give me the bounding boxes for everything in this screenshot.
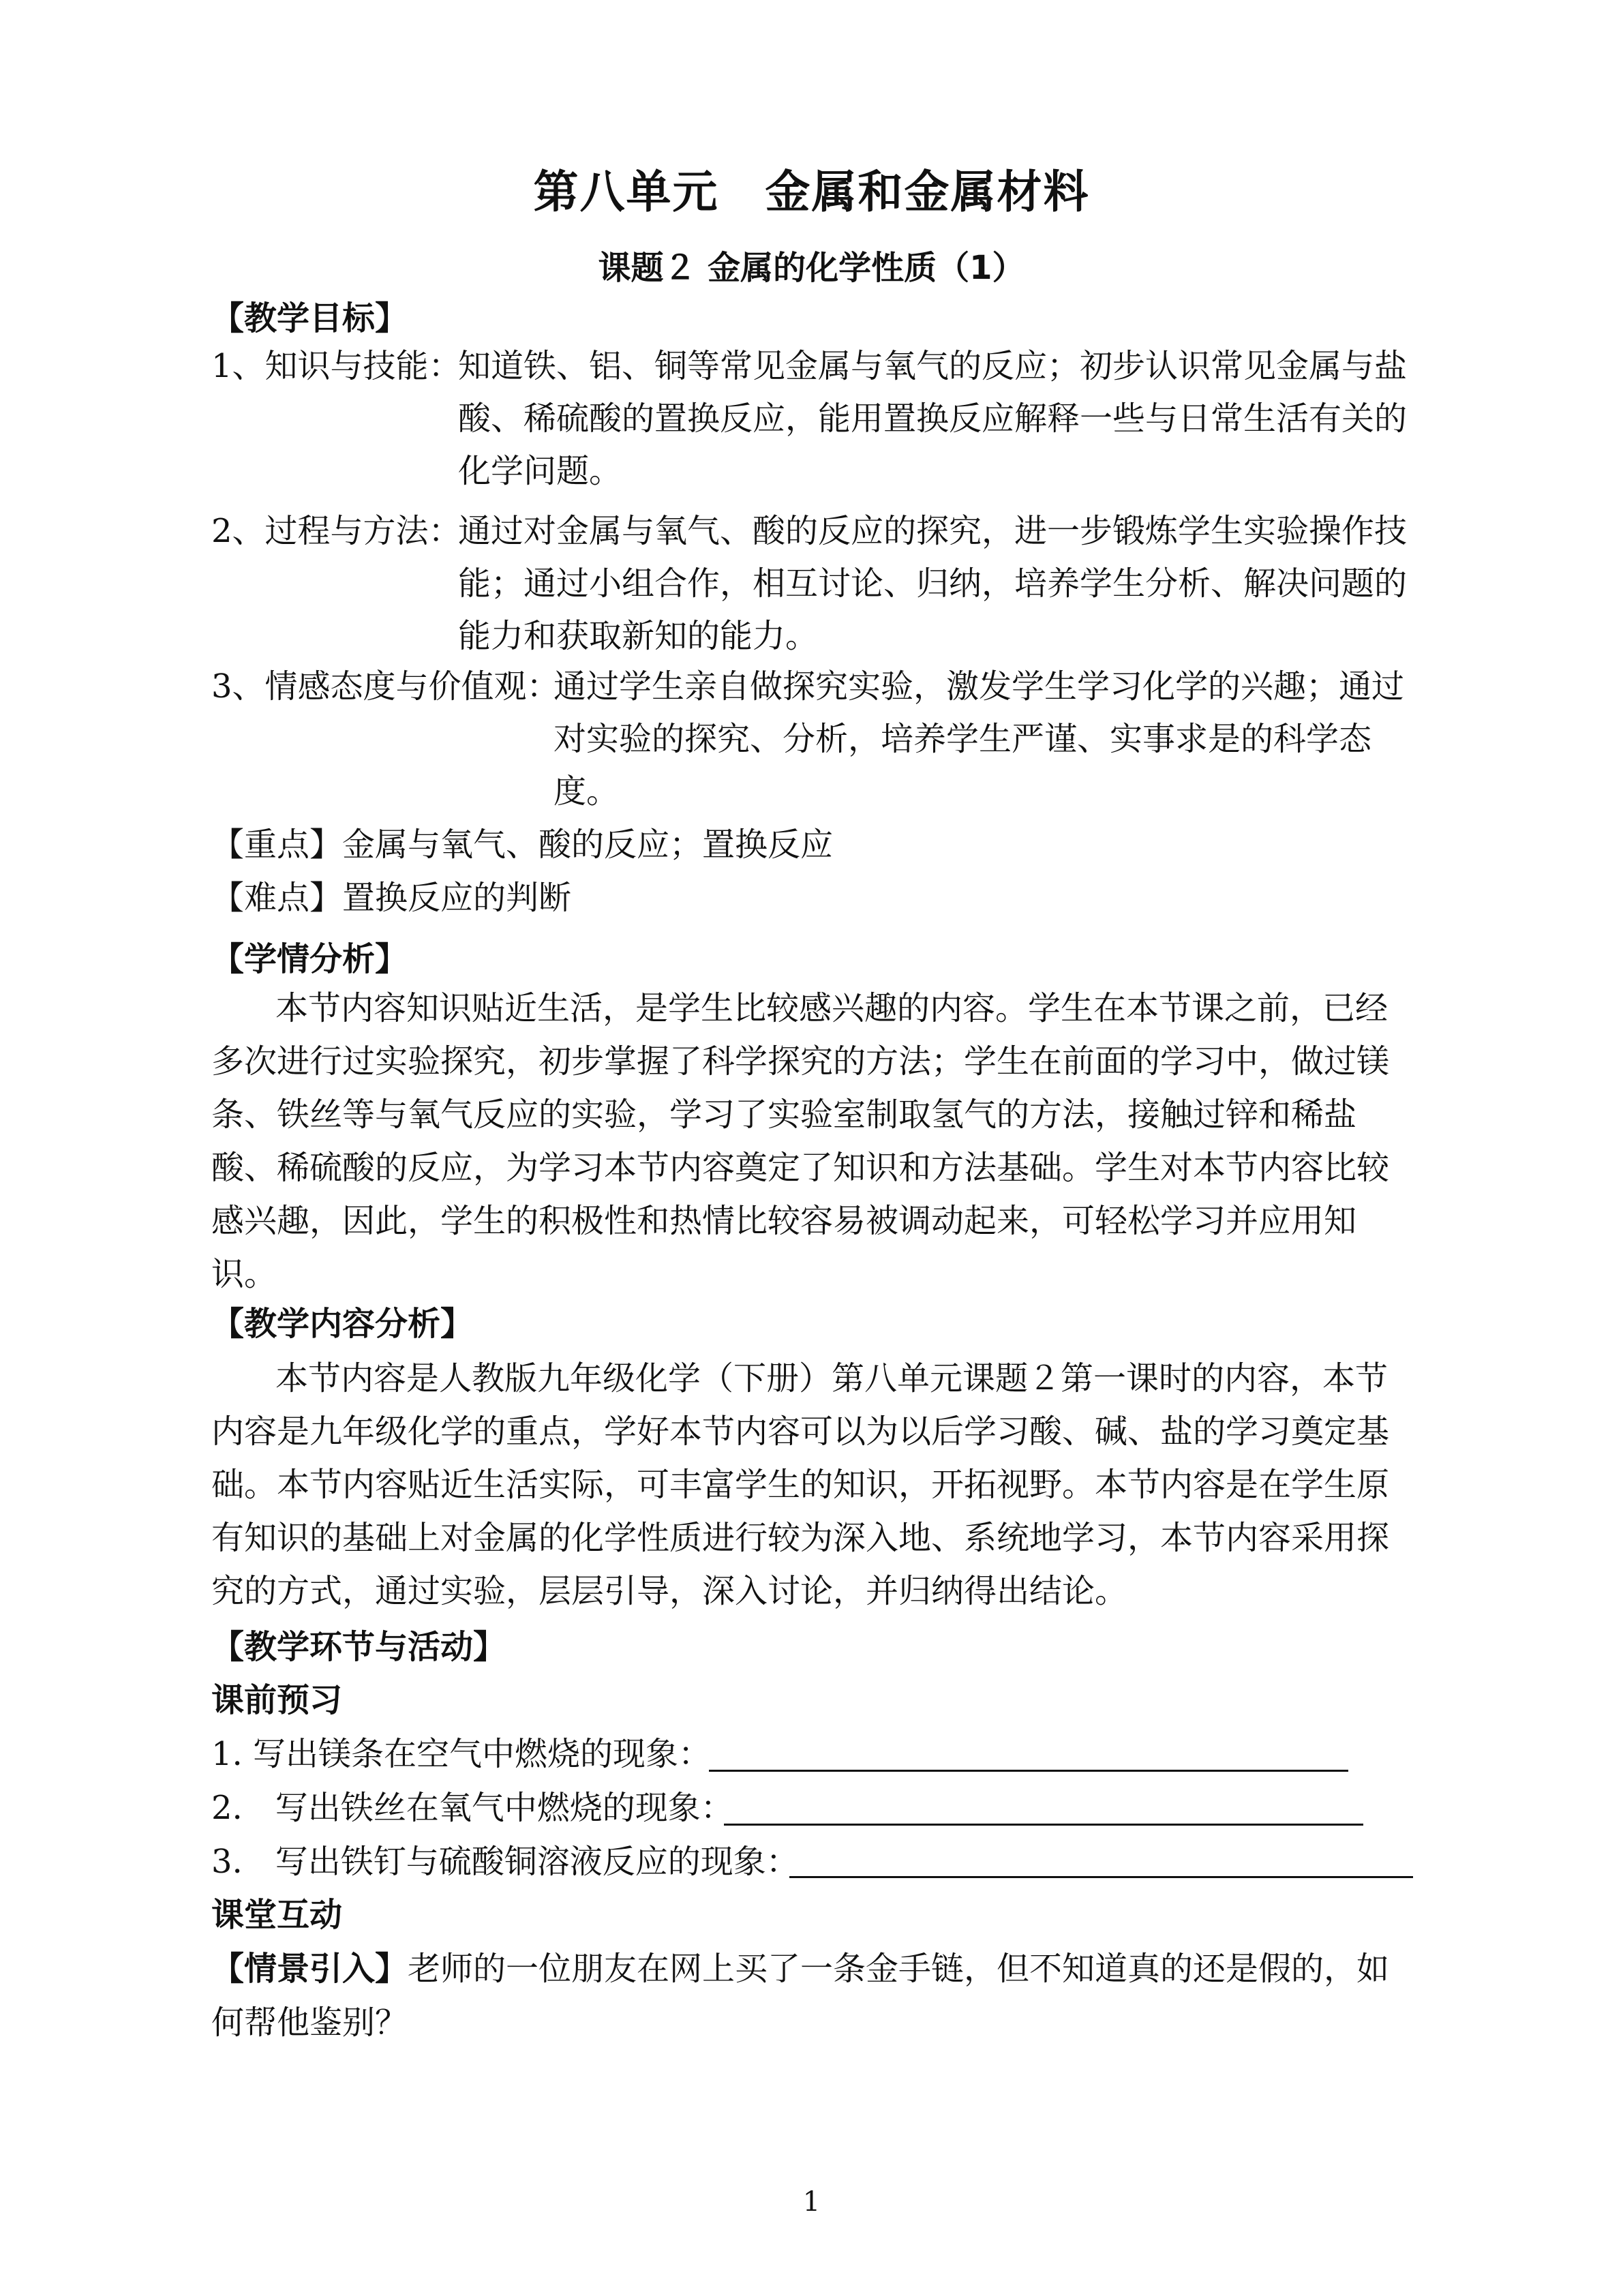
content-analysis-line: 究的方式，通过实验，层层引导，深入讨论，并归纳得出结论。 xyxy=(211,1572,1128,1610)
preview-heading: 课前预习 xyxy=(211,1681,343,1719)
objective-2-line: 能；通过小组合作，相互讨论、归纳，培养学生分析、解决问题的 xyxy=(458,564,1408,603)
activities-heading: 【教学环节与活动】 xyxy=(211,1628,506,1666)
student-analysis-line: 条、铁丝等与氧气反应的实验，学习了实验室制取氢气的方法，接触过锌和稀盐 xyxy=(211,1096,1357,1134)
objective-3-line: 度。 xyxy=(553,772,620,811)
answer-blank-1[interactable] xyxy=(709,1770,1348,1772)
key-point: 【重点】金属与氧气、酸的反应；置换反应 xyxy=(211,826,834,864)
preview-question-1: 1. 写出镁条在空气中燃烧的现象： xyxy=(211,1735,712,1773)
interaction-heading: 课堂互动 xyxy=(211,1896,343,1934)
answer-blank-3[interactable] xyxy=(789,1876,1413,1878)
student-analysis-heading: 【学情分析】 xyxy=(211,940,408,978)
student-analysis-line: 多次进行过实验探究，初步掌握了科学探究的方法；学生在前面的学习中，做过镁 xyxy=(211,1042,1390,1081)
scenario-label: 【情景引入】 xyxy=(211,1950,408,1988)
student-analysis-line: 本节内容知识贴近生活，是学生比较感兴趣的内容。学生在本节课之前，已经 xyxy=(275,989,1389,1027)
content-analysis-line: 础。本节内容贴近生活实际，可丰富学生的知识，开拓视野。本节内容是在学生原 xyxy=(211,1466,1390,1504)
objective-3-line: 对实验的探究、分析，培养学生严谨、实事求是的科学态 xyxy=(553,720,1372,758)
objectives-heading: 【教学目标】 xyxy=(211,299,408,337)
objective-1-label: 1、知识与技能： xyxy=(211,347,461,385)
objective-1-line: 化学问题。 xyxy=(458,452,622,490)
preview-question-2: 2. 写出铁丝在氧气中燃烧的现象： xyxy=(211,1789,733,1827)
objective-3-label: 3、情感态度与价值观： xyxy=(211,667,560,706)
page-number: 1 xyxy=(802,2186,821,2218)
preview-question-3: 3. 写出铁钉与硫酸铜溶液反应的现象： xyxy=(211,1843,799,1881)
objective-1-line: 酸、稀硫酸的置换反应，能用置换反应解释一些与日常生活有关的 xyxy=(458,399,1408,438)
scenario-line: 何帮他鉴别？ xyxy=(211,2004,408,2042)
student-analysis-line: 酸、稀硫酸的反应，为学习本节内容奠定了知识和方法基础。学生对本节内容比较 xyxy=(211,1149,1390,1187)
content-analysis-line: 内容是九年级化学的重点，学好本节内容可以为以后学习酸、碱、盐的学习奠定基 xyxy=(211,1413,1390,1451)
objective-1-line: 知道铁、铝、铜等常见金属与氧气的反应；初步认识常见金属与盐 xyxy=(458,347,1408,385)
objective-2-line: 能力和获取新知的能力。 xyxy=(458,617,819,655)
answer-blank-2[interactable] xyxy=(724,1824,1363,1826)
scenario-line: 老师的一位朋友在网上买了一条金手链，但不知道真的还是假的，如 xyxy=(408,1950,1390,1988)
difficulty: 【难点】置换反应的判断 xyxy=(211,879,572,917)
content-analysis-line: 有知识的基础上对金属的化学性质进行较为深入地、系统地学习，本节内容采用探 xyxy=(211,1519,1390,1557)
student-analysis-line: 感兴趣，因此，学生的积极性和热情比较容易被调动起来，可轻松学习并应用知 xyxy=(211,1202,1357,1240)
objective-3-line: 通过学生亲自做探究实验，激发学生学习化学的兴趣；通过 xyxy=(553,667,1405,706)
objective-2-label: 2、过程与方法： xyxy=(211,512,461,550)
content-analysis-heading: 【教学内容分析】 xyxy=(211,1305,474,1343)
content-analysis-line: 本节内容是人教版九年级化学（下册）第八单元课题２第一课时的内容，本节 xyxy=(275,1359,1389,1398)
objective-2-line: 通过对金属与氧气、酸的反应的探究，进一步锻炼学生实验操作技 xyxy=(458,512,1408,550)
student-analysis-line: 识。 xyxy=(211,1255,277,1293)
lesson-subtitle: 课题２ 金属的化学性质（1） xyxy=(598,249,1025,287)
unit-title: 第八单元 金属和金属材料 xyxy=(533,166,1090,218)
